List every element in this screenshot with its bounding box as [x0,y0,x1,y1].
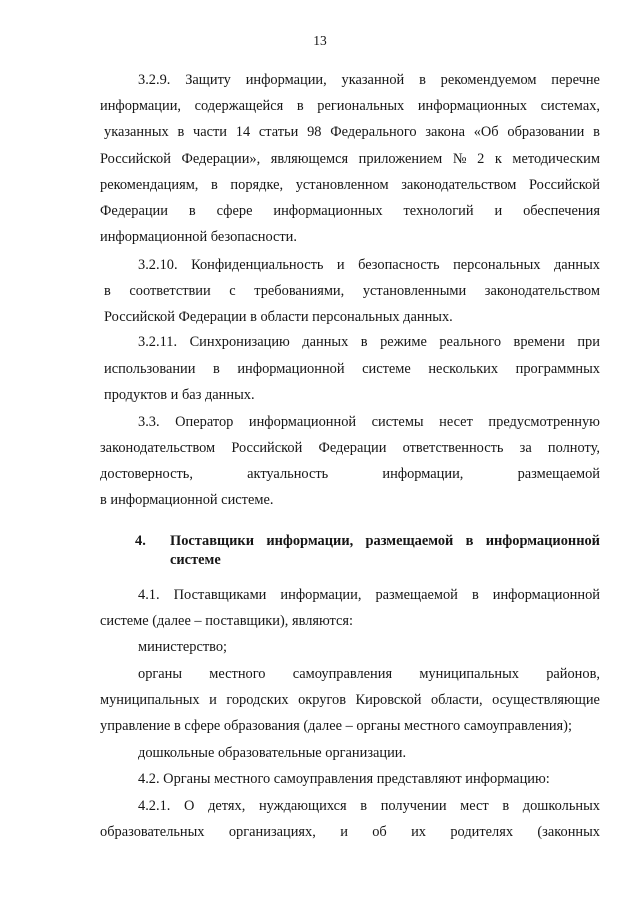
list-item-local-authorities: органы местного самоуправления муниципальных районов, [138,666,600,682]
text-line: Российской Федерации», являющемся приложением № 2 к методическим [100,151,600,167]
text-line: 3.2.9. Защиту информации, указанной в рекомендуемом перечне [138,72,600,88]
text-line: Российской Федерации в области персональных данных. [104,309,453,325]
text-line: законодательством Российской Федерации ответственность за полноту, [100,440,600,456]
section-title-line: системе [170,552,221,568]
text-line: системе (далее – поставщики), являются: [100,613,354,629]
text-line: Федерации в сфере информационных технологий и обеспечения [100,203,600,219]
section-title-line: Поставщики информации, размещаемой в информационной [170,533,600,549]
section-number: 4. [135,533,146,549]
text-line: информации, содержащейся в региональных информационных системах, [100,98,600,114]
text-line: 4.2.1. О детях, нуждающихся в получении мест в дошкольных [138,798,600,814]
text-line: 3.3. Оператор информационной системы несет предусмотренную [138,414,600,430]
page-number: 13 [313,33,327,48]
text-line: 4.2. Органы местного самоуправления представляют информацию: [138,771,550,787]
text-line: информационной безопасности. [100,229,297,245]
text-line: 3.2.11. Синхронизацию данных в режиме реального времени при [138,334,600,350]
text-line: 4.1. Поставщиками информации, размещаемой в информационной [138,587,600,603]
text-line: рекомендациям, в порядке, установленном законодательством Российской [100,177,600,193]
text-line: использовании в информационной системе нескольких программных [104,361,600,377]
text-line: указанных в части 14 статьи 98 Федерального закона «Об образовании в [104,124,600,140]
text-line: управление в сфере образования (далее – органы местного самоуправления); [100,718,572,734]
text-line: достоверность, актуальность информации, размещаемой [100,466,600,482]
text-line: в соответствии с требованиями, установленными законодательством [104,283,600,299]
text-line: образовательных организациях, и об их родителях (законных [100,824,600,840]
text-line: в информационной системе. [100,492,274,508]
text-line: муниципальных и городских округов Кировской области, осуществляющие [100,692,600,708]
list-item-preschool: дошкольные образовательные организации. [138,745,407,761]
text-line: продуктов и баз данных. [104,387,255,403]
text-line: 3.2.10. Конфиденциальность и безопасность персональных данных [138,257,600,273]
list-item-ministry: министерство; [138,639,228,655]
